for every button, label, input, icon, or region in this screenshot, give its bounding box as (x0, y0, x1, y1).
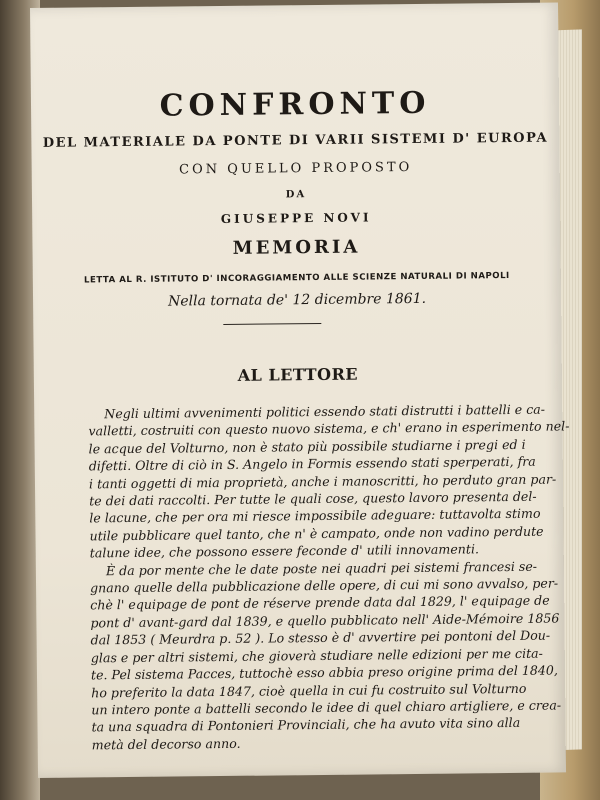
text-line: valletti, costruiti con questo nuovo sistema, e ch' erano in esperimento nel- (88, 418, 570, 439)
text-line: gnano quelle della pubblicazione delle opere, di cui mi sono avvalso, per- (89, 575, 559, 596)
text-line: un intero ponte a battelli secondo le idee di quel chiaro artigliere, e crea- (91, 697, 562, 718)
text-line: Negli ultimi avvenimenti politici essendo stati distrutti i battelli e ca- (104, 401, 546, 422)
subtitle-da: DA (285, 189, 307, 201)
memoria-heading: MEMORIA (232, 236, 361, 259)
tornata-date: Nella tornata de' 12 dicembre 1861. (168, 290, 427, 310)
text-line: pont d' avant-gard dal 1839, e quello pubblicato nell' Aide-Mémoire 1856 (90, 610, 560, 631)
subtitle-material: DEL MATERIALE DA PONTE DI VARII SISTEMI D' EUROPA (42, 130, 549, 151)
text-line: te. Pel sistema Pacces, tuttochè esso abbia preso origine prima del 1840, (90, 662, 558, 683)
text-line: glas e per altri sistemi, che gioverà studiare nelle edizioni per me cita- (90, 645, 543, 666)
text-line: le lacune, che per ora mi riesce impossibile adeguare: tuttavolta stimo (89, 506, 541, 526)
text-line: te dei dati raccolti. Per tutte le quali cose, questo lavoro presenta del- (89, 488, 537, 509)
text-line: ta una squadra di Pontonieri Provinciali, che ha avuto vita sino alla (91, 715, 521, 735)
letta-line: LETTA AL R. ISTITUTO D' INCORAGGIAMENTO ALLE SCIENZE NATURALI DI NAPOLI (83, 270, 510, 286)
author-name: GIUSEPPE NOVI (220, 210, 372, 227)
text-line: È da por mente che le date poste nei quadri pei sistemi francesi se- (105, 558, 538, 578)
book-page (30, 2, 570, 777)
text-line: ho preferito la data 1847, cioè quella in cui fu costruito sul Volturno (91, 680, 527, 700)
text-line: metà del decorso anno. (91, 735, 241, 753)
text-line: le acque del Volturno, non è stato più possibile studiarne i pregi ed i (88, 436, 526, 457)
text-line: difetti. Oltre di ciò in S. Angelo in Formis essendo stati sperperati, fra (88, 453, 536, 474)
text-line: i tanti oggetti di mia proprietà, anche i manoscritti, ho perduto gran par- (88, 471, 557, 492)
page-title: CONFRONTO (159, 85, 431, 124)
text-line: dal 1853 ( Meurdra p. 52 ). Lo stesso è d' avvertire pei pontoni del Dou- (90, 627, 551, 648)
subtitle-proposto: CON QUELLO PROPOSTO (179, 160, 413, 178)
section-heading: AL LETTORE (237, 364, 359, 385)
divider-rule (223, 323, 321, 325)
text-line: utile pubblicare quel tanto, che n' è campato, onde non vadino perdute (89, 523, 544, 544)
text-line: chè l' equipage de pont de réserve prende data dal 1829, l' equipage de (90, 593, 550, 613)
body-text (88, 401, 570, 754)
text-line: talune idee, che possono essere feconde d' utili innovamenti. (89, 541, 480, 561)
